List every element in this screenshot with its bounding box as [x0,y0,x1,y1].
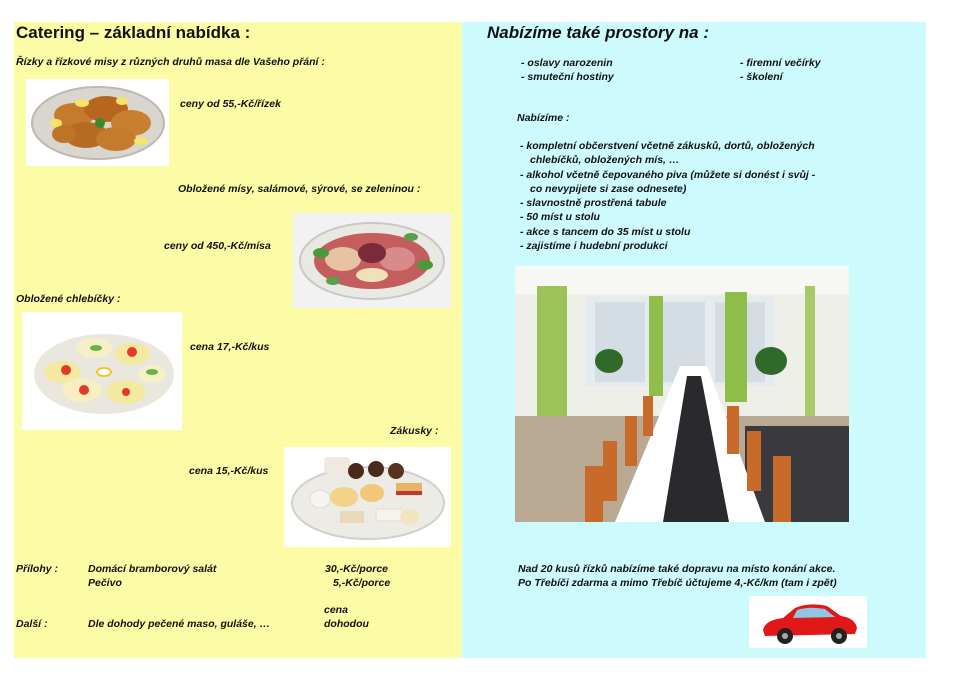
offer-heading: Nabízíme : [517,112,570,124]
other-label: Další : [16,618,48,630]
list-item: chlebíčků, obložených mís, … [530,154,680,167]
catering-title: Catering – základní nabídka : [16,23,251,42]
event-item: - oslavy narozenin [521,57,613,69]
list-item: - akce s tancem do 35 míst u stolu [520,225,691,238]
event-item: - školení [740,71,783,83]
offer-list [520,139,815,253]
sandwiches-photo [22,312,182,430]
desserts-photo [284,447,451,547]
side-name: Domácí bramborový salát [88,563,217,575]
other-price-line1: cena [324,604,348,616]
list-item: - slavnostně prostřená tabule [520,197,667,210]
sandwiches-heading: Obložené chlebíčky : [16,293,121,305]
event-item: - firemní večírky [740,57,821,69]
venue-photo [515,266,849,522]
side-price: 5,-Kč/porce [333,577,391,589]
side-price: 30,-Kč/porce [325,563,389,575]
sides-label: Přílohy : [16,563,59,575]
side-name: Pečivo [88,577,122,589]
platters-price: ceny od 450,-Kč/mísa [164,240,271,252]
platter-photo [293,213,451,308]
schnitzel-price: ceny od 55,-Kč/řízek [180,98,281,110]
list-item: - zajistíme i hudební produkci [520,240,668,253]
list-item: co nevypijete si zase odnesete) [530,182,687,195]
venue-title: Nabízíme také prostory na : [487,23,710,42]
event-item: - smuteční hostiny [521,71,614,83]
delivery-text: Nad 20 kusů řízků nabízíme také dopravu na místo konání akce. [518,563,836,575]
schnitzel-intro: Řízky a řízkové misy z různých druhů masa dle Vašeho přání : [16,56,325,68]
list-item: - alkohol včetně čepovaného piva (můžete si donést i svůj - [520,168,816,181]
delivery-pricing: Po Třebíči zdarma a mimo Třebíč účtujeme 4,-Kč/km (tam i zpět) [518,577,837,589]
list-item: - kompletní občerstvení včetně zákusků, dortů, obložených [520,140,815,152]
car-icon [749,596,867,648]
platters-heading: Obložené mísy, salámové, sýrové, se zeleninou : [178,183,421,195]
other-price-line2: dohodou [324,618,369,630]
desserts-price: cena 15,-Kč/kus [189,465,269,477]
sandwiches-price: cena 17,-Kč/kus [190,341,270,353]
schnitzel-photo [26,79,169,166]
list-item: - 50 míst u stolu [520,211,600,224]
other-text: Dle dohody pečené maso, guláše, … [88,618,271,630]
desserts-heading: Zákusky : [390,425,439,437]
